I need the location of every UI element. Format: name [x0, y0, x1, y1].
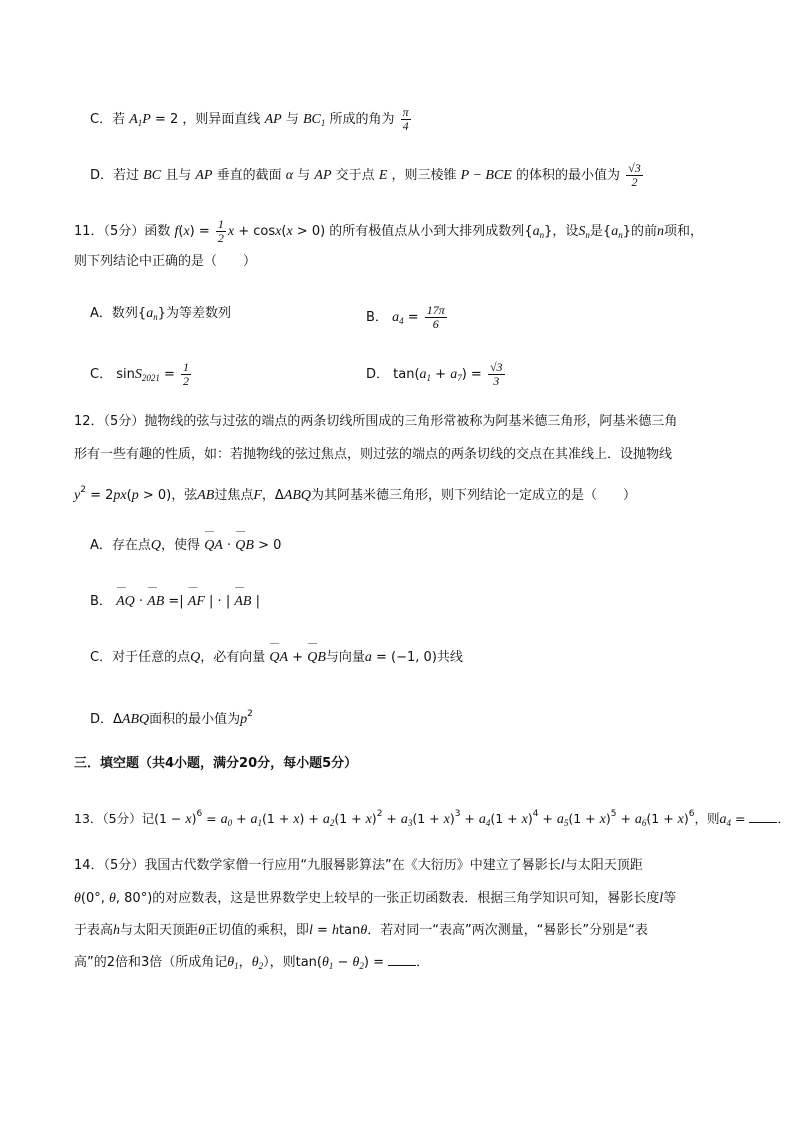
- q11-option-b: B． $a_4$ = $\frac{17\pi}{6}$: [366, 303, 445, 331]
- q14-stem-line1: 14．（5分）我国古代数学家僧一行应用“九服晷影算法”在《大衍历》中建立了晷影长l与太阳天顶距: [74, 858, 643, 873]
- q10-option-d: D．若过 BC 且与 AP 垂直的截面 α 与 AP 交于点 E ，则三棱锥 P − BCE 的体积的最小值为 $\frac{√3}{2}$: [90, 161, 641, 189]
- answer-blank: [749, 810, 777, 823]
- q11-stem-line1: 11．（5分）函数 f(x) = $\frac{1}{2}$ x + cosx(x > 0) 的所有极值点从小到大排列成数列$\{a_n\}$，设$S_n$是$\{a_n\}$的前n项和，: [74, 217, 703, 245]
- q12-option-a: A．存在点Q，使得 ¯¯ QA · ¯¯ QB > 0: [90, 536, 281, 556]
- q11-option-c: C． sinS$_{2021}$ = $\frac{1}{2}$: [90, 360, 190, 388]
- q11-option-a: A．数列$\{a_n\}$为等差数列: [90, 306, 231, 322]
- q11-stem-line2: 则下列结论中正确的是（ ）: [74, 254, 257, 269]
- q12-stem-line1: 12．（5分）抛物线的弦与过弦的端点的两条切线所围成的三角形常被称为阿基米德三角形，阿基米德三角: [74, 414, 678, 429]
- q12-option-d: D．ΔABQ面积的最小值为$p^2$: [90, 709, 253, 727]
- section-heading: 三．填空题（共4小题，满分20分，每小题5分）: [74, 756, 358, 771]
- q12-stem-line2: 形有一些有趣的性质，如：若抛物线的弦过焦点，则过弦的端点的两条切线的交点在其准线上．设抛物线: [74, 447, 673, 462]
- q10-option-c: C．若 $A_1P = 2$ ，则异面直线 AP 与 $BC_1$ 所成的角为 $\frac{\pi}{4}$: [90, 105, 409, 133]
- q14-stem-line4: 高”的2倍和3倍（所成角记$\theta_1$，$\theta_2$），则$\tan(\theta_1 - \theta_2)$ = ．: [74, 955, 430, 971]
- q12-stem-line3: $y^2 = 2px(p > 0)$，弦AB过焦点F，ΔABQ为其阿基米德三角形，则下列结论一定成立的是（ ）: [74, 485, 637, 503]
- q14-stem-line3: 于表高h与太阳天顶距θ正切值的乘积，即l = htanθ．若对同一“表高”两次测量，“晷影长”分别是“表: [74, 923, 648, 938]
- q12-option-c: C．对于任意的点Q，必有向量 ¯¯ QA + ¯¯ QB与向量a = (−1, 0)共线: [90, 648, 463, 668]
- q11-option-d: D． $\tan(a_1 + a_7)$ = $\frac{√3}{3}$: [366, 360, 503, 388]
- q12-option-b: B． ¯¯ AQ · ¯¯ AB =| ¯¯ AF | · | ¯¯ AB |: [90, 592, 260, 612]
- q14-stem-line2: θ(0°, θ, 80°)的对应数表，这是世界数学史上较早的一张正切函数表．根据三角学知识可知，晷影长度l等: [74, 891, 677, 906]
- q13-stem: 13．（5分）记$(1 - x)^6 = a_0 + a_1(1 + x) + a_2(1 + x)^2 + a_3(1 + x)^3 + a_4(1 + x)^4 + a_5(1 + x)^5 + a_6(1 + x)^6$，则$a_4$ = ．: [74, 809, 790, 828]
- answer-blank: [388, 953, 416, 966]
